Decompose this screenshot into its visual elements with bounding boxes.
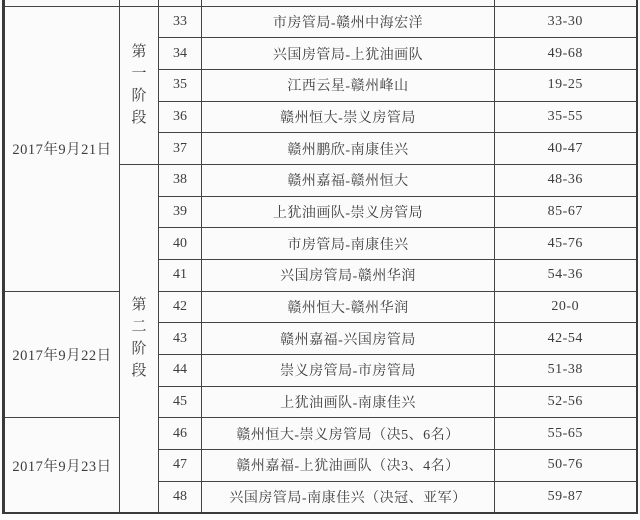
matchup-cell: 赣州恒大-赣州华润 [202, 291, 495, 323]
match-schedule-table [2, 0, 638, 514]
game-number-cell: 36 [159, 101, 202, 133]
game-number-cell: 48 [159, 481, 202, 513]
score-cell: 59-87 [495, 481, 637, 513]
matchup-cell: 兴国房管局-南康佳兴（决冠、亚军） [202, 481, 495, 513]
game-number-cell: 33 [159, 6, 202, 38]
stage-label: 第二阶段 [131, 297, 147, 380]
table-row [4, 6, 637, 38]
score-cell: 40-47 [495, 133, 637, 165]
matchup-cell: 赣州鹏欣-南康佳兴 [202, 133, 495, 165]
score-cell: 55-65 [495, 418, 637, 450]
score-cell: 52-56 [495, 386, 637, 418]
score-cell: 19-25 [495, 69, 637, 101]
score-cell: 20-0 [495, 291, 637, 323]
matchup-cell: 上犹油画队-崇义房管局 [202, 196, 495, 228]
matchup-cell: 上犹油画队-南康佳兴 [202, 386, 495, 418]
date-cell: 2017年9月23日 [4, 418, 120, 513]
matchup-cell: 赣州嘉福-上犹油画队（决3、4名） [202, 450, 495, 482]
table-row [4, 291, 637, 323]
score-cell: 49-68 [495, 38, 637, 70]
score-cell: 45-76 [495, 228, 637, 260]
score-cell: 85-67 [495, 196, 637, 228]
score-cell: 54-36 [495, 260, 637, 292]
game-number-cell: 46 [159, 418, 202, 450]
score-cell: 42-54 [495, 323, 637, 355]
matchup-cell: 崇义房管局-市房管局 [202, 355, 495, 387]
matchup-cell: 兴国房管局-赣州华润 [202, 260, 495, 292]
matchup-cell: 赣州恒大-崇义房管局（决5、6名） [202, 418, 495, 450]
game-number-cell: 39 [159, 196, 202, 228]
matchup-cell: 兴国房管局-上犹油画队 [202, 38, 495, 70]
game-number-cell: 38 [159, 164, 202, 196]
date-cell: 2017年9月22日 [4, 291, 120, 418]
score-cell: 35-55 [495, 101, 637, 133]
game-number-cell: 37 [159, 133, 202, 165]
game-number-cell: 47 [159, 450, 202, 482]
matchup-cell: 江西云星-赣州峰山 [202, 69, 495, 101]
table-row [4, 418, 637, 450]
score-cell: 48-36 [495, 164, 637, 196]
date-cell: 2017年9月21日 [4, 6, 120, 291]
stage-label: 第一阶段 [131, 44, 147, 127]
game-number-cell: 45 [159, 386, 202, 418]
score-cell: 50-76 [495, 450, 637, 482]
matchup-cell: 赣州嘉福-兴国房管局 [202, 323, 495, 355]
game-number-cell: 43 [159, 323, 202, 355]
game-number-cell: 42 [159, 291, 202, 323]
game-number-cell: 44 [159, 355, 202, 387]
matchup-cell: 市房管局-南康佳兴 [202, 228, 495, 260]
matchup-cell: 赣州恒大-崇义房管局 [202, 101, 495, 133]
game-number-cell: 41 [159, 260, 202, 292]
stage-cell [120, 6, 159, 164]
game-number-cell: 40 [159, 228, 202, 260]
stage-cell [120, 164, 159, 513]
score-cell: 33-30 [495, 6, 637, 38]
matchup-cell: 赣州嘉福-赣州恒大 [202, 164, 495, 196]
game-number-cell: 35 [159, 69, 202, 101]
matchup-cell: 市房管局-赣州中海宏洋 [202, 6, 495, 38]
score-cell: 51-38 [495, 355, 637, 387]
game-number-cell: 34 [159, 38, 202, 70]
